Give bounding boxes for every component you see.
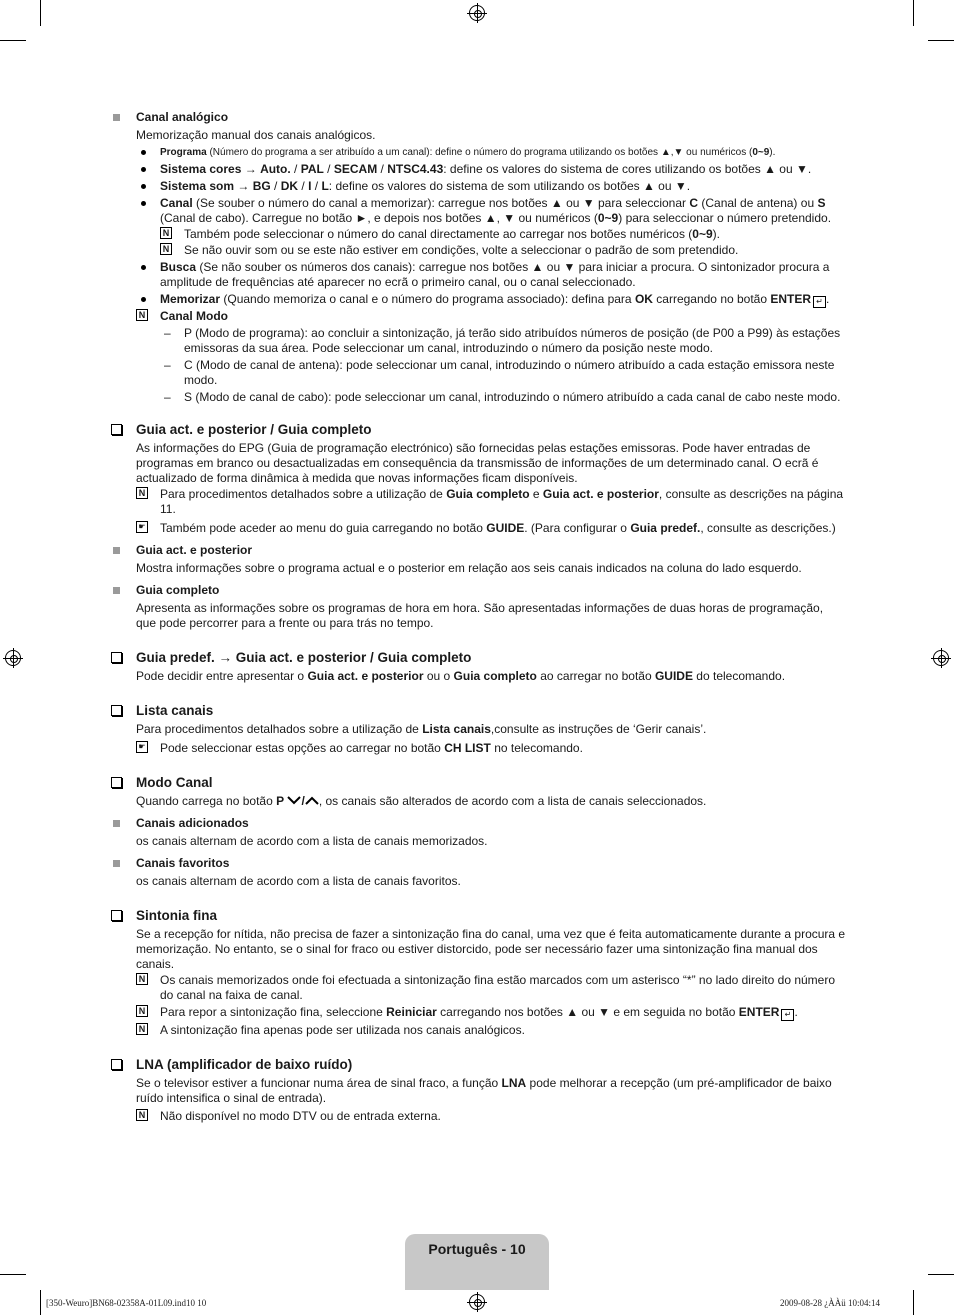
note-icon: N — [136, 973, 148, 985]
print-slug-left: [350-Weuro]BN68-02358A-01L09.ind10 10 — [46, 1298, 207, 1308]
note-sintonia-analogicos: N A sintonização fina apenas pode ser utilizada nos canais analógicos. — [160, 1023, 846, 1038]
note-icon: N — [136, 487, 148, 499]
section-heading-lista-canais: Lista canais — [111, 702, 846, 719]
canal-modo-item: – C (Modo de canal de antena): pode seleccionar um canal, introduzindo o número atribuído a cada estação emissora neste modo. — [184, 358, 846, 388]
note-icon: N — [136, 1005, 148, 1017]
canais-favoritos-text: os canais alternam de acordo com a lista de canais favoritos. — [136, 874, 461, 888]
section-heading-guia-predef: Guia predef. → Guia act. e posterior / Guia completo — [111, 649, 846, 666]
guia-completo-text: Apresenta as informações sobre os programas de hora em hora. São apresentadas informações de duas horas de programação, que pode percorrer para a frente ou para trás no tempo. — [136, 601, 824, 630]
section-heading-guia: Guia act. e posterior / Guia completo — [111, 421, 846, 438]
bullet-busca: Busca (Se não souber os números dos canais): carregue nos botões ▲ ou ▼ para iniciar a procura. O sintonizador procura a amplitude de frequências até aparecer no ecrã o primeiro canal, ou o canal seleccionado. — [160, 260, 846, 290]
note-canal-modo: N Canal Modo — [160, 309, 846, 324]
subheading-guia-act: Guia act. e posterior — [111, 543, 846, 558]
crop-mark — [0, 1274, 26, 1275]
bullet-programa: Programa (Número do programa a ser atribuído a um canal): define o número do programa utilizando os botões ▲,▼ ou numéricos (0~9). — [160, 145, 846, 160]
note-canal-sound: N Se não ouvir som ou se este não estiver em condições, volte a seleccionar o padrão de som pretendido. — [184, 243, 846, 258]
canal-modo-item: – P (Modo de programa): ao concluir a sintonização, já terão sido atribuídos números de posição (de P00 a P99) às estações emissoras da sua área. Pode seleccionar um canal, introduzindo o número da posição neste modo. — [184, 326, 846, 356]
crop-mark — [913, 0, 914, 26]
note-guia-procedures: N Para procedimentos detalhados sobre a utilização de Guia completo e Guia act. e posterior, consulte as descrições na página 11. — [160, 487, 846, 517]
note-sintonia-asterisco: N Os canais memorizados onde foi efectuada a sintonização fina estão marcados com um asterisco “*” no lado direito do número do canal na faixa de canal. — [160, 973, 846, 1003]
note-sintonia-reiniciar: N Para repor a sintonização fina, seleccione Reiniciar carregando nos botões ▲ ou ▼ e em seguida no botão ENTER ↵ . — [160, 1005, 846, 1021]
note-icon: N — [160, 243, 172, 255]
bullet-memorizar: Memorizar (Quando memoriza o canal e o número do programa associado): defina para OK carregando no botão ENTER ↵ . — [160, 292, 846, 308]
crop-mark — [40, 1290, 41, 1315]
guia-act-text: Mostra informações sobre o programa actual e o posterior em relação aos seis canais indicados na coluna do lado esquerdo. — [136, 561, 802, 575]
lna-text: Se o televisor estiver a funcionar numa área de sinal fraco, a função LNA pode melhorar a recepção (um pré-amplificador de baixo ruído intensifica o sinal de entrada). — [136, 1076, 832, 1105]
subheading-canais-adicionados: Canais adicionados — [111, 816, 846, 831]
note-icon: N — [136, 1109, 148, 1121]
sintonia-text: Se a recepção for nítida, não precisa de fazer a sintonização fina do canal, uma vez que é feita automaticamente durante a procura e memorização. No entanto, se o sinal for fraco ou estiver distorcido, pode ser necessário fazer uma sintonização fina manual dos canais. — [136, 927, 846, 971]
modo-canal-text: Quando carrega no botão P / , os canais são alterados de acordo com a lista de canais seleccionados. — [136, 794, 707, 808]
subheading-canais-favoritos: Canais favoritos — [111, 856, 846, 871]
crop-mark — [913, 1290, 914, 1315]
note-canal-direct: N Também pode seleccionar o número do canal directamente ao carregar nos botões numéricos (0~9). — [184, 227, 846, 242]
subheading-canal-analogico: Canal analógico — [111, 110, 846, 125]
print-slug-right: 2009-08-28 ¿ÀÀü 10:04:14 — [780, 1298, 880, 1308]
note-ch-list: ☛ Pode seleccionar estas opções ao carregar no botão CH LIST no telecomando. — [160, 741, 846, 756]
channel-down-icon — [287, 796, 301, 805]
crop-mark — [40, 0, 41, 26]
registration-mark-icon — [469, 5, 485, 21]
note-icon: N — [160, 227, 172, 239]
note-icon: N — [136, 1023, 148, 1035]
canal-analogico-intro: Memorização manual dos canais analógicos. — [136, 128, 376, 142]
manual-content — [111, 108, 846, 1124]
channel-up-icon — [305, 796, 319, 805]
canal-modo-item: – S (Modo de canal de cabo): pode seleccionar um canal, introduzindo o número atribuído a cada canal de cabo neste modo. — [184, 390, 846, 405]
note-icon: N — [136, 309, 148, 321]
guia-predef-text: Pode decidir entre apresentar o Guia act. e posterior ou o Guia completo ao carregar no botão GUIDE do telecomando. — [136, 669, 786, 683]
lista-canais-text: Para procedimentos detalhados sobre a utilização de Lista canais,consulte as instruções de ‘Gerir canais’. — [136, 722, 707, 736]
crop-mark — [928, 1274, 954, 1275]
section-heading-modo-canal: Modo Canal — [111, 774, 846, 791]
section-heading-sintonia-fina: Sintonia fina — [111, 907, 846, 924]
bullet-sistema-som: Sistema som → BG / DK / I / L: define os valores do sistema de som utilizando os botões ▲ ou ▼. — [160, 179, 846, 194]
section-heading-lna: LNA (amplificador de baixo ruído) — [111, 1056, 846, 1073]
page-number: Português - 10 — [428, 1241, 526, 1257]
canais-adicionados-text: os canais alternam de acordo com a lista de canais memorizados. — [136, 834, 488, 848]
enter-icon: ↵ — [813, 296, 826, 308]
remote-hand-icon: ☛ — [136, 521, 148, 533]
note-guia-button: ☛ Também pode aceder ao menu do guia carregando no botão GUIDE. (Para configurar o Guia predef., consulte as descrições.) — [160, 521, 846, 536]
remote-hand-icon: ☛ — [136, 741, 148, 753]
bullet-canal: Canal (Se souber o número do canal a memorizar): carregue nos botões ▲ ou ▼ para seleccionar C (Canal de antena) ou S (Canal de cabo). Carregue no botão ►, e depois nos botões ▲, ▼ ou numéricos (0~9) para seleccionar o número pretendido. — [160, 196, 846, 226]
enter-icon: ↵ — [781, 1009, 794, 1021]
crop-mark — [928, 40, 954, 41]
registration-mark-icon — [933, 650, 949, 666]
note-lna: N Não disponível no modo DTV ou de entrada externa. — [160, 1109, 846, 1124]
bullet-sistema-cores: Sistema cores → Auto. / PAL / SECAM / NTSC4.43: define os valores do sistema de cores utilizando os botões ▲ ou ▼. — [160, 162, 846, 177]
crop-mark — [0, 40, 26, 41]
registration-mark-icon — [469, 1294, 485, 1310]
subheading-guia-completo: Guia completo — [111, 583, 846, 598]
registration-mark-icon — [5, 650, 21, 666]
guia-text: As informações do EPG (Guia de programação electrónico) são fornecidas pelas estações emissoras. Pode haver entradas de programas em branco ou desactualizadas em consequência da transmissão de informações de um determinado canal. O ecrã é actualizado de forma dinâmica à medida que novas informações ficam disponíveis. — [136, 441, 819, 485]
